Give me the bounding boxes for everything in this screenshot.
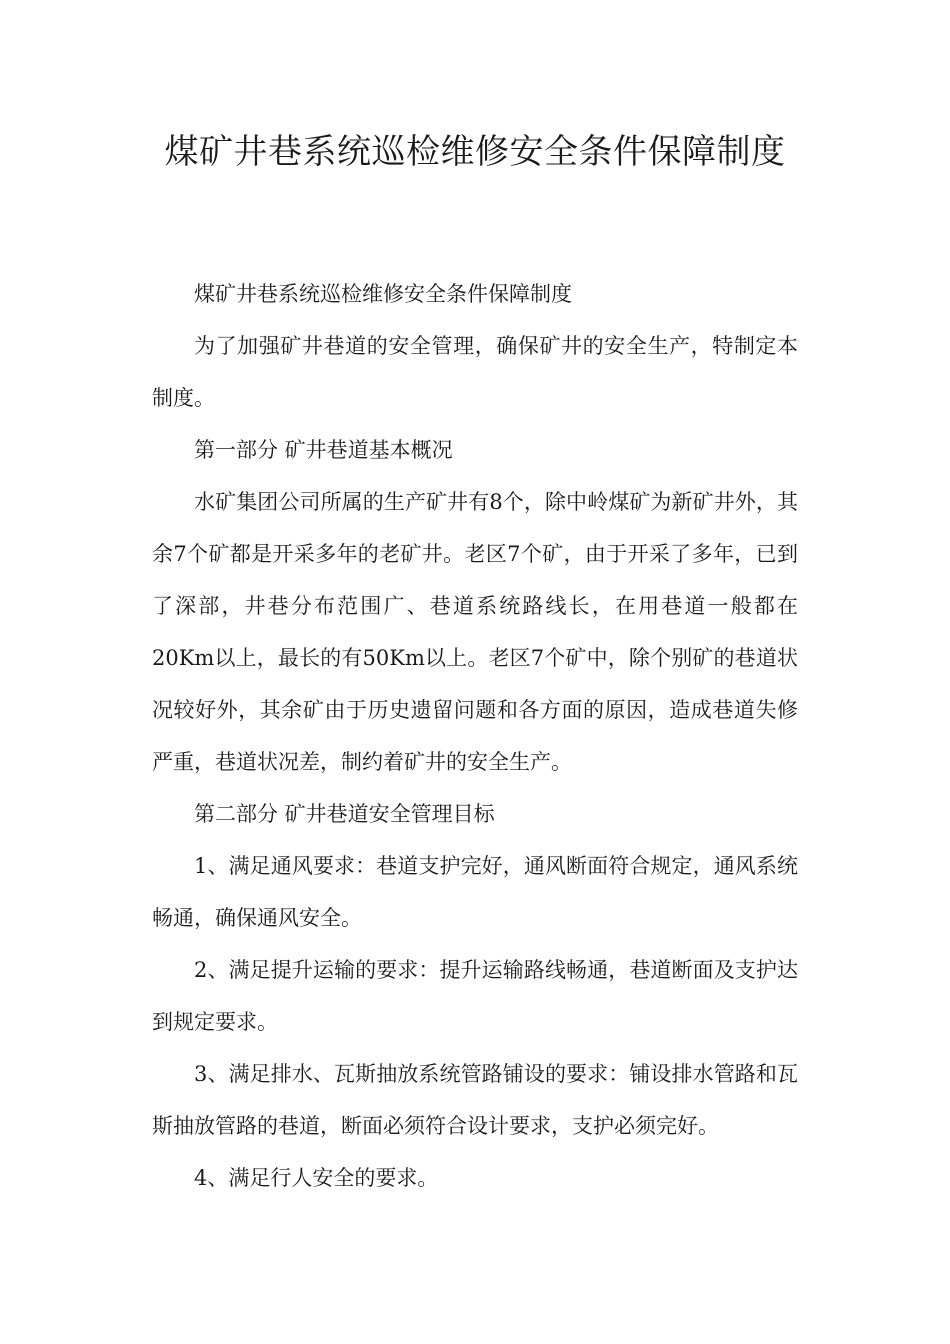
list-item-hoisting-transport: 2、满足提升运输的要求：提升运输路线畅通，巷道断面及支护达到规定要求。	[152, 958, 798, 1034]
list-item-pedestrian-safety: 4、满足行人安全的要求。	[194, 1166, 439, 1190]
document-title: 煤矿井巷系统巡检维修安全条件保障制度	[164, 132, 786, 172]
document-body	[152, 268, 798, 1204]
section-heading-part-two: 第二部分 矿井巷道安全管理目标	[194, 802, 495, 826]
section-heading-part-one: 第一部分 矿井巷道基本概况	[194, 438, 453, 462]
paragraph-intro: 为了加强矿井巷道的安全管理，确保矿井的安全生产，特制定本制度。	[152, 334, 798, 410]
paragraph-overview: 水矿集团公司所属的生产矿井有8个，除中岭煤矿为新矿井外，其余7个矿都是开采多年的老矿井。老区7个矿，由于开采了多年，已到了深部，井巷分布范围广、巷道系统路线长，在用巷道一般都在20Km以上，最长的有50Km以上。老区7个矿中，除个别矿的巷道状况较好外，其余矿由于历史遗留问题和各方面的原因，造成巷道失修严重，巷道状况差，制约着矿井的安全生产。	[152, 490, 798, 774]
list-item-ventilation: 1、满足通风要求：巷道支护完好，通风断面符合规定，通风系统畅通，确保通风安全。	[152, 854, 798, 930]
paragraph-subtitle: 煤矿井巷系统巡检维修安全条件保障制度	[194, 282, 572, 306]
list-item-drainage-gas-drainage: 3、满足排水、瓦斯抽放系统管路铺设的要求：铺设排水管路和瓦斯抽放管路的巷道，断面必须符合设计要求，支护必须完好。	[152, 1062, 798, 1138]
